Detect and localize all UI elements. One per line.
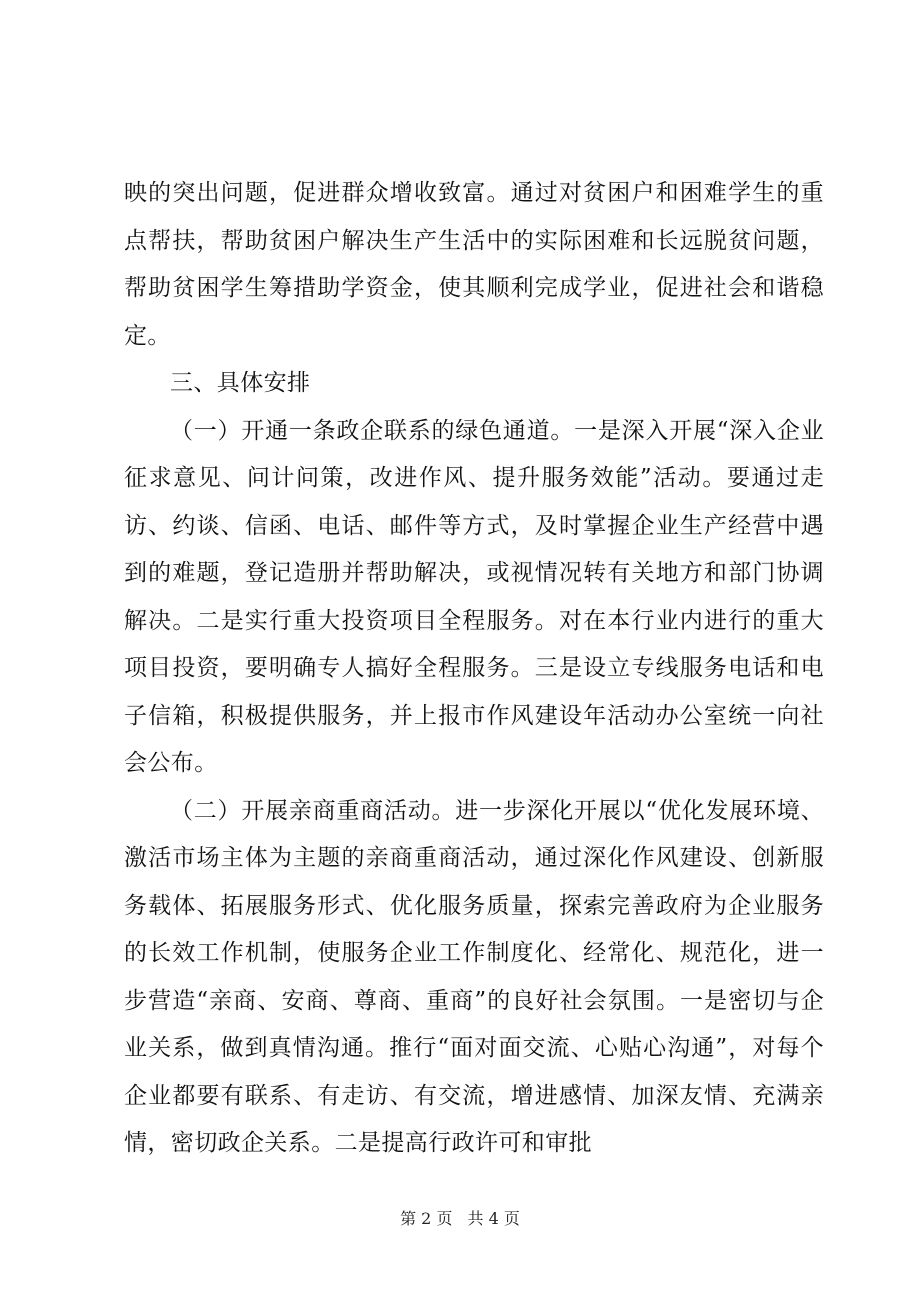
page-number: 第 2 页: [400, 1209, 453, 1228]
section-heading: 三、具体安排: [170, 370, 311, 396]
paragraph-item-1: （一）开通一条政企联系的绿色通道。一是深入开展“深入企业征求意见、问计问策，改进作风、提升服务效能”活动。要通过走访、约谈、信函、电话、邮件等方式，及时掌握企业生产经营中遇到的难题，登记造册并帮助解决，或视情况转有关地方和部门协调解决。二是实行重大投资项目全程服务。对在本行业内进行的重大项目投资，要明确专人搞好全程服务。三是设立专线服务电话和电子信箱，积极提供服务，并上报市作风建设年活动办公室统一向社会公布。: [124, 417, 824, 776]
page-total: 共 4 页: [467, 1209, 520, 1228]
paragraph-continuation: 映的突出问题，促进群众增收致富。通过对贫困户和困难学生的重点帮扶，帮助贫困户解决生产生活中的实际困难和长远脱贫问题，帮助贫困学生筹措助学资金，使其顺利完成学业，促进社会和谐稳定。: [124, 180, 824, 349]
page-footer: [0, 1206, 920, 1229]
paragraph-item-2: （二）开展亲商重商活动。进一步深化开展以“优化发展环境、激活市场主体为主题的亲商重商活动，通过深化作风建设、创新服务载体、拓展服务形式、优化服务质量，探索完善政府为企业服务的长效工作机制，使服务企业工作制度化、经常化、规范化，进一步营造“亲商、安商、尊商、重商”的良好社会氛围。一是密切与企业关系，做到真情沟通。推行“面对面交流、心贴心沟通”，对每个企业都要有联系、有走访、有交流，增进感情、加深友情、充满亲情，密切政企关系。二是提高行政许可和审批: [124, 797, 824, 1156]
document-body: [124, 170, 824, 1168]
